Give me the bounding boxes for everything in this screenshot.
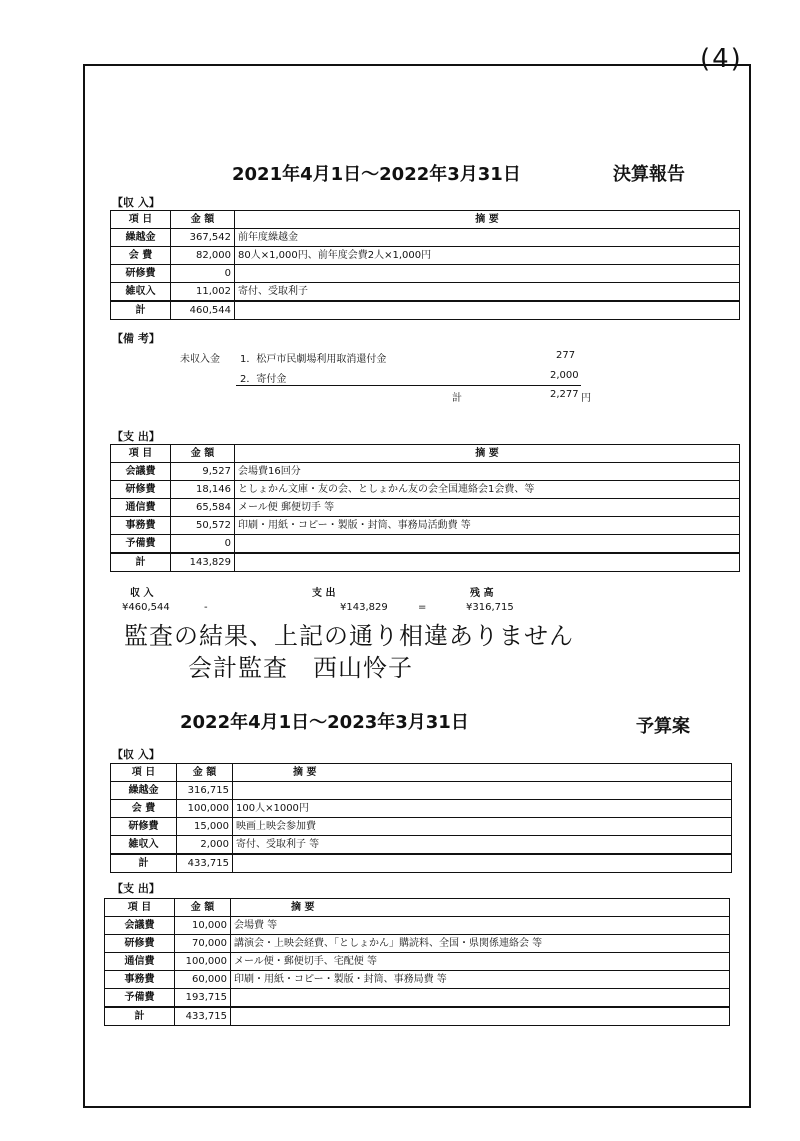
table-total-row — [111, 854, 732, 873]
settlement-period-title: 2021年4月1日～2022年3月31日 — [232, 164, 521, 185]
header-item: 項 目 — [111, 445, 171, 463]
row-item: 雑収入 — [111, 283, 171, 302]
row-amount: 65,584 — [171, 499, 235, 517]
row-description — [235, 265, 740, 283]
notes-line-2: 2．寄付金 — [240, 374, 287, 385]
table-row — [111, 836, 732, 855]
header-amount: 金 額 — [177, 764, 233, 782]
row-item: 予備費 — [105, 989, 175, 1008]
row-item: 予備費 — [111, 535, 171, 554]
budget-expense-table — [104, 898, 730, 1026]
settlement-income-label: 【収 入】 — [112, 196, 160, 209]
table-row — [111, 229, 740, 247]
row-description: 寄付、受取利子 — [235, 283, 740, 302]
summary-balance-value: ¥316,715 — [466, 602, 514, 613]
row-amount: 0 — [171, 535, 235, 554]
total-label: 計 — [111, 301, 171, 320]
row-description: 講演会・上映会経費、「としょかん」購読料、全国・県関係連絡会 等 — [231, 935, 730, 953]
row-description — [231, 989, 730, 1008]
table-header-row — [111, 764, 732, 782]
budget-label: 予算案 — [636, 716, 690, 737]
row-item: 繰越金 — [111, 782, 177, 800]
row-amount: 100,000 — [177, 800, 233, 818]
total-description — [233, 854, 732, 873]
row-item: 研修費 — [111, 818, 177, 836]
summary-income-value: ¥460,544 — [122, 602, 170, 613]
row-amount: 0 — [171, 265, 235, 283]
summary-equals: = — [418, 602, 427, 613]
row-amount: 367,542 — [171, 229, 235, 247]
row-description: 会場費 等 — [231, 917, 730, 935]
row-description: 印刷・用紙・コピー・製版・封筒、事務局活動費 等 — [235, 517, 740, 535]
header-description: 摘 要 — [233, 764, 732, 782]
row-amount: 11,002 — [171, 283, 235, 302]
row-item: 会 費 — [111, 247, 171, 265]
table-row — [111, 481, 740, 499]
notes-heading: 未収入金 — [180, 354, 220, 365]
row-item: 通信費 — [111, 499, 171, 517]
row-item: 通信費 — [105, 953, 175, 971]
row-description: メール便・郵便切手、宅配便 等 — [231, 953, 730, 971]
row-description: 100人×1000円 — [233, 800, 732, 818]
table-row — [105, 971, 730, 989]
total-amount: 460,544 — [171, 301, 235, 320]
table-row — [111, 265, 740, 283]
row-description: 寄付、受取利子 等 — [233, 836, 732, 855]
table-total-row — [105, 1007, 730, 1026]
row-description: 前年度繰越金 — [235, 229, 740, 247]
budget-period-title: 2022年4月1日～2023年3月31日 — [180, 712, 469, 733]
budget-income-label: 【収 入】 — [112, 748, 160, 761]
row-item: 会議費 — [111, 463, 171, 481]
row-description: 会場費16回分 — [235, 463, 740, 481]
table-row — [105, 935, 730, 953]
table-row — [111, 463, 740, 481]
table-row — [111, 535, 740, 554]
table-row — [111, 517, 740, 535]
summary-expense-value: ¥143,829 — [340, 602, 388, 613]
row-item: 会議費 — [105, 917, 175, 935]
total-amount: 143,829 — [171, 553, 235, 572]
row-item: 繰越金 — [111, 229, 171, 247]
table-row — [105, 989, 730, 1008]
row-amount: 193,715 — [175, 989, 231, 1008]
row-amount: 60,000 — [175, 971, 231, 989]
auditor-signature: 会計監査 西山怜子 — [188, 654, 413, 682]
notes-line-1: 1．松戸市民劇場利用取消還付金 — [240, 354, 387, 365]
row-amount: 316,715 — [177, 782, 233, 800]
settlement-expense-label: 【支 出】 — [112, 430, 160, 443]
row-amount: 15,000 — [177, 818, 233, 836]
summary-minus: - — [204, 602, 208, 613]
table-row — [105, 917, 730, 935]
notes-total-amount: 2,277 — [550, 389, 579, 400]
table-header-row — [111, 211, 740, 229]
summary-expense-label: 支 出 — [312, 588, 336, 599]
table-header-row — [111, 445, 740, 463]
total-label: 計 — [111, 854, 177, 873]
header-item: 項 日 — [111, 211, 171, 229]
row-amount: 70,000 — [175, 935, 231, 953]
row-amount: 9,527 — [171, 463, 235, 481]
table-header-row — [105, 899, 730, 917]
table-row — [111, 818, 732, 836]
notes-line-1-amount: 277 — [556, 350, 576, 361]
total-label: 計 — [105, 1007, 175, 1026]
header-description: 摘 要 — [235, 445, 740, 463]
table-row — [111, 247, 740, 265]
total-amount: 433,715 — [177, 854, 233, 873]
row-item: 事務費 — [105, 971, 175, 989]
table-total-row — [111, 553, 740, 572]
page-number: (4) — [700, 44, 743, 74]
table-total-row — [111, 301, 740, 320]
row-item: 研修費 — [111, 265, 171, 283]
header-item: 項 目 — [105, 899, 175, 917]
row-description: 印刷・用紙・コピー・製版・封筒、事務局費 等 — [231, 971, 730, 989]
row-item: 会 費 — [111, 800, 177, 818]
total-description — [235, 553, 740, 572]
table-row — [111, 800, 732, 818]
total-label: 計 — [111, 553, 171, 572]
row-description: 80人×1,000円、前年度会費2人×1,000円 — [235, 247, 740, 265]
notes-rule — [236, 385, 581, 386]
row-description — [233, 782, 732, 800]
row-description: としょかん文庫・友の会、としょかん友の会全国連絡会1会費、等 — [235, 481, 740, 499]
row-amount: 18,146 — [171, 481, 235, 499]
row-item: 研修費 — [105, 935, 175, 953]
budget-expense-label: 【支 出】 — [112, 882, 160, 895]
row-amount: 82,000 — [171, 247, 235, 265]
summary-income-label: 収 入 — [130, 588, 154, 599]
notes-unit: 円 — [581, 393, 591, 404]
header-description: 摘 要 — [235, 211, 740, 229]
table-row — [111, 782, 732, 800]
row-amount: 2,000 — [177, 836, 233, 855]
settlement-notes-label: 【備 考】 — [112, 332, 160, 345]
total-description — [235, 301, 740, 320]
total-description — [231, 1007, 730, 1026]
summary-balance-label: 残 高 — [470, 588, 494, 599]
settlement-label: 決算報告 — [613, 164, 685, 185]
table-row — [111, 283, 740, 302]
settlement-expense-table — [110, 444, 740, 572]
notes-total-label: 計 — [452, 393, 462, 404]
header-amount: 金 額 — [175, 899, 231, 917]
row-amount: 10,000 — [175, 917, 231, 935]
row-description — [235, 535, 740, 554]
table-row — [105, 953, 730, 971]
settlement-income-table — [110, 210, 740, 320]
row-item: 事務費 — [111, 517, 171, 535]
header-description: 摘 要 — [231, 899, 730, 917]
row-item: 雑収入 — [111, 836, 177, 855]
row-amount: 50,572 — [171, 517, 235, 535]
header-amount: 金 額 — [171, 211, 235, 229]
row-description: 映画上映会参加費 — [233, 818, 732, 836]
row-item: 研修費 — [111, 481, 171, 499]
table-row — [111, 499, 740, 517]
budget-income-table — [110, 763, 732, 873]
notes-line-2-amount: 2,000 — [550, 370, 579, 381]
audit-note-handwritten: 監査の結果、上記の通り相違ありません — [124, 622, 574, 650]
header-item: 項 日 — [111, 764, 177, 782]
header-amount: 金 額 — [171, 445, 235, 463]
row-description: メール便 郵便切手 等 — [235, 499, 740, 517]
total-amount: 433,715 — [175, 1007, 231, 1026]
row-amount: 100,000 — [175, 953, 231, 971]
